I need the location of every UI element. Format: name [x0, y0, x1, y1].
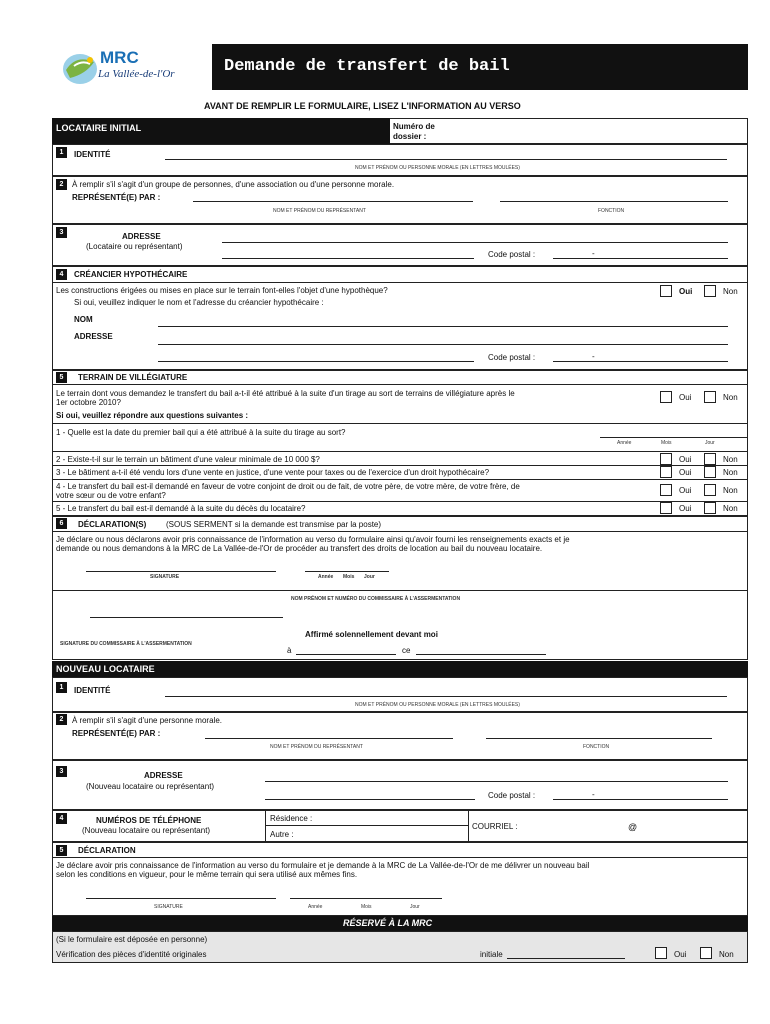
initial-representant-label: REPRÉSENTÉ(E) PAR : [72, 193, 161, 202]
courriel-at: @ [628, 822, 638, 832]
terrain-d3-non-label: Non [723, 468, 738, 477]
nouveau-declaration-text-2: selon les conditions en vigueur, pour le même terrain qui sera utilisé aux mêmes fins. [56, 870, 358, 879]
nouveau-declaration-text-1: Je déclare avoir pris connaissance de l'information au verso du formulaire et je demande à la MRC de La Vallée-de-l'Or de me délivrer un nouveau bail [56, 861, 590, 870]
creancier-postal-dash: - [592, 352, 595, 361]
nouveau-s4-number: 4 [56, 813, 67, 824]
dossier-label: Numéro de dossier : [393, 122, 435, 141]
affirme-ce-label: ce [402, 646, 411, 655]
form-subtitle: AVANT DE REMPLIR LE FORMULAIRE, LISEZ L'INFORMATION AU VERSO [204, 101, 521, 111]
initial-postal-label: Code postal : [488, 250, 536, 259]
initial-sig-annee: Année [318, 574, 334, 580]
terrain-d4-oui-checkbox[interactable] [660, 484, 672, 496]
creancier-non-label: Non [723, 287, 738, 296]
form-title-bar [212, 44, 748, 90]
initial-postal-field[interactable] [553, 258, 728, 259]
nouveau-identite-label: IDENTITÉ [74, 686, 111, 695]
nouveau-postal-field[interactable] [553, 799, 728, 800]
terrain-d3-oui-checkbox[interactable] [660, 466, 672, 478]
nouveau-representant-label: REPRÉSENTÉ(E) PAR : [72, 729, 161, 738]
reserve-line-2: Vérification des pièces d'identité originales [56, 950, 207, 959]
nouveau-adresse-field-2[interactable] [265, 799, 475, 800]
logo-mrc-text: MRC [100, 48, 139, 67]
autre-label: Autre : [270, 830, 294, 839]
nouveau-representant-fonction-caption: FONCTION [583, 744, 610, 750]
logo-subtitle: La Vallée-de-l'Or [98, 68, 175, 80]
reserve-line-1: (Si le formulaire est déposée en personne) [56, 935, 208, 944]
terrain-d1-mois: Mois [661, 440, 672, 446]
terrain-d1-date-field[interactable] [600, 437, 748, 438]
residence-label: Résidence : [270, 814, 313, 823]
creancier-nom-field[interactable] [158, 326, 728, 327]
nouveau-representant-name-caption: NOM ET PRÉNOM DU REPRÉSENTANT [270, 744, 363, 750]
affirme-lieu-field[interactable] [296, 654, 396, 655]
nouveau-s1-number: 1 [56, 682, 67, 693]
initial-signature-date-field[interactable] [305, 571, 389, 572]
creancier-oui-label: Oui [679, 287, 693, 296]
initial-identite-caption: NOM ET PRÉNOM OU PERSONNE MORALE (EN LETTRES MOULÉES) [355, 165, 520, 171]
nouveau-sig-mois: Mois [361, 904, 372, 910]
nouveau-adresse-sub: (Nouveau locataire ou représentant) [86, 782, 215, 791]
initial-s6-number: 6 [56, 518, 67, 529]
reserve-title: RÉSERVÉ À LA MRC [343, 918, 433, 928]
initial-adresse-field-1[interactable] [222, 242, 728, 243]
initial-representant-fonction-caption: FONCTION [598, 208, 625, 214]
divider [52, 465, 748, 466]
nouveau-signature-caption: SIGNATURE [154, 904, 183, 910]
terrain-d5: 5 - Le transfert du bail est-il demandé à la suite du décès du locataire? [56, 504, 306, 513]
terrain-q1-non-checkbox[interactable] [704, 391, 716, 403]
initial-creancier-question-2: Si oui, veuillez indiquer le nom et l'adresse du créancier hypothécaire : [74, 298, 324, 307]
divider [52, 282, 748, 283]
affirme-date-field[interactable] [416, 654, 546, 655]
nouveau-s3-number: 3 [56, 766, 67, 777]
nouveau-representant-fonction-field[interactable] [486, 738, 712, 739]
nouveau-section-header [52, 661, 748, 677]
divider [52, 857, 748, 858]
nouveau-postal-dash: - [592, 790, 595, 799]
nouveau-adresse-field-1[interactable] [265, 781, 728, 782]
nouveau-identite-field[interactable] [165, 696, 727, 697]
creancier-non-checkbox[interactable] [704, 285, 716, 297]
initial-declaration-text-1: Je déclare ou nous déclarons avoir pris connaissance de l'information au verso du formulaire ainsi qu'avoir fourni les renseignements exacts et je [56, 535, 570, 544]
reserve-non-label: Non [719, 950, 734, 959]
divider [52, 590, 748, 591]
nouveau-s2-text: À remplir s'il s'agit d'une personne morale. [72, 716, 222, 725]
terrain-d1-annee: Année [617, 440, 632, 446]
nouveau-s2-number: 2 [56, 714, 67, 725]
terrain-d4a: 4 - Le transfert du bail est-il demandé en faveur de votre conjoint de droit ou de fait, de votre père, de votre mère, de votre frère, de [56, 482, 520, 491]
reserve-header [52, 916, 748, 931]
terrain-d2-non-label: Non [723, 455, 738, 464]
initial-adresse-field-2[interactable] [222, 258, 474, 259]
initial-declaration-label-2: (SOUS SERMENT si la demande est transmise par la poste) [166, 520, 382, 529]
initial-s5-number: 5 [56, 372, 67, 383]
initial-signature-field[interactable] [86, 571, 276, 572]
initial-identite-box [52, 144, 748, 176]
terrain-d5-oui-checkbox[interactable] [660, 502, 672, 514]
affirme-label: Affirmé solennellement devant moi [305, 630, 438, 639]
initial-signature-caption: SIGNATURE [150, 574, 180, 580]
terrain-d5-non-checkbox[interactable] [704, 502, 716, 514]
terrain-d4-oui-label: Oui [679, 486, 692, 495]
terrain-d5-oui-label: Oui [679, 504, 692, 513]
nouveau-signature-field[interactable] [86, 898, 276, 899]
initial-creancier-label: CRÉANCIER HYPOTHÉCAIRE [74, 270, 188, 279]
terrain-q1-non-label: Non [723, 393, 738, 402]
divider [52, 501, 748, 502]
initial-s4-number: 4 [56, 269, 67, 280]
telephone-autre-cell[interactable] [265, 826, 468, 842]
commissaire-signature-caption: SIGNATURE DU COMMISSAIRE À L'ASSERMENTATION [60, 641, 192, 647]
initial-creancier-question: Les constructions érigées ou mises en place sur le terrain font-elles l'objet d'une hypothèque? [56, 286, 388, 295]
creancier-adresse-field-2[interactable] [158, 361, 474, 362]
initial-identite-field[interactable] [165, 159, 727, 160]
form-title: Demande de transfert de bail [224, 57, 510, 76]
creancier-adresse-field-1[interactable] [158, 344, 728, 345]
reserve-oui-checkbox[interactable] [655, 947, 667, 959]
initial-postal-dash: - [592, 249, 595, 258]
nouveau-representant-name-field[interactable] [205, 738, 453, 739]
terrain-d4b: votre sœur ou de votre enfant? [56, 491, 166, 500]
divider [52, 531, 748, 532]
nouveau-declaration-label: DÉCLARATION [78, 846, 136, 855]
affirme-a-label: à [287, 646, 292, 655]
initial-sig-jour: Jour [364, 574, 375, 580]
courriel-label: COURRIEL : [472, 822, 518, 831]
reserve-oui-label: Oui [674, 950, 687, 959]
divider [52, 384, 748, 385]
reserve-initiale-field[interactable] [507, 958, 625, 959]
initial-section-header [52, 118, 390, 144]
divider [52, 423, 748, 424]
creancier-nom-label: NOM [74, 315, 93, 324]
nouveau-telephone-sub: (Nouveau locataire ou représentant) [82, 826, 211, 835]
terrain-d1-jour: Jour [705, 440, 715, 446]
terrain-q1b: 1er octobre 2010? [56, 398, 121, 407]
reserve-initiale-label: initiale [480, 950, 503, 959]
initial-declaration-text-2: demande ou nous demandons à la MRC de La Vallée-de-l'Or de procéder au transfert des droits de location au bail du nouveau locataire. [56, 544, 543, 553]
divider [52, 451, 748, 452]
divider [52, 479, 748, 480]
initial-section-title: LOCATAIRE INITIAL [56, 123, 142, 133]
initial-terrain-label: TERRAIN DE VILLÉGIATURE [78, 373, 188, 382]
nouveau-sig-jour: Jour [410, 904, 420, 910]
terrain-d5-non-label: Non [723, 504, 738, 513]
terrain-d3: 3 - Le bâtiment a-t-il été vendu lors d'une vente en justice, d'une vente pour taxes ou de l'exercice d'un droit hypothécaire? [56, 468, 490, 477]
initial-identite-label: IDENTITÉ [74, 150, 111, 159]
terrain-d2: 2 - Existe-t-il sur le terrain un bâtiment d'une valeur minimale de 10 000 $? [56, 455, 320, 464]
creancier-postal-label: Code postal : [488, 353, 536, 362]
creancier-postal-field[interactable] [553, 361, 728, 362]
creancier-adresse-label: ADRESSE [74, 332, 113, 341]
nouveau-s5-number: 5 [56, 845, 67, 856]
initial-s1-number: 1 [56, 147, 67, 158]
initial-sig-mois: Mois [343, 574, 355, 580]
initial-adresse-label: ADRESSE [122, 232, 161, 241]
nouveau-section-title: NOUVEAU LOCATAIRE [56, 664, 155, 674]
terrain-d3-non-checkbox[interactable] [704, 466, 716, 478]
terrain-d3-oui-label: Oui [679, 468, 692, 477]
terrain-q1-oui-checkbox[interactable] [660, 391, 672, 403]
terrain-if-yes: Si oui, veuillez répondre aux questions suivantes : [56, 411, 249, 420]
commissaire-signature-field[interactable] [90, 617, 283, 618]
initial-representant-fonction-field[interactable] [500, 201, 728, 202]
initial-representant-name-field[interactable] [193, 201, 473, 202]
reserve-non-checkbox[interactable] [700, 947, 712, 959]
mrc-logo [60, 48, 205, 90]
creancier-oui-checkbox[interactable] [660, 285, 672, 297]
nouveau-signature-date-field[interactable] [290, 898, 442, 899]
terrain-d2-non-checkbox[interactable] [704, 453, 716, 465]
nouveau-sig-annee: Année [308, 904, 323, 910]
terrain-q1-oui-label: Oui [679, 393, 692, 402]
terrain-q1: Le terrain dont vous demandez le transfert du bail a-t-il été attribué à la suite d'un tirage au sort de terrains de villégiature après le [56, 389, 515, 398]
terrain-d4-non-label: Non [723, 486, 738, 495]
nouveau-identite-caption: NOM ET PRÉNOM OU PERSONNE MORALE (EN LETTRES MOULÉES) [355, 702, 520, 708]
initial-s2-number: 2 [56, 179, 67, 190]
initial-s3-number: 3 [56, 227, 67, 238]
terrain-d2-oui-checkbox[interactable] [660, 453, 672, 465]
nouveau-adresse-label: ADRESSE [144, 771, 183, 780]
initial-representant-name-caption: NOM ET PRÉNOM DU REPRÉSENTANT [273, 208, 366, 214]
terrain-d4-non-checkbox[interactable] [704, 484, 716, 496]
nouveau-postal-label: Code postal : [488, 791, 536, 800]
initial-s2-text: À remplir s'il s'agit d'un groupe de personnes, d'une association ou d'une personne morale. [72, 180, 395, 189]
terrain-d1: 1 - Quelle est la date du premier bail qui a été attribué à la suite du tirage au sort? [56, 428, 346, 437]
initial-adresse-sub: (Locataire ou représentant) [86, 242, 183, 251]
commissaire-caption: NOM PRÉNOM ET NUMÉRO DU COMMISSAIRE À L'ASSERMENTATION [291, 596, 461, 602]
nouveau-telephone-label: NUMÉROS DE TÉLÉPHONE [96, 816, 202, 825]
initial-declaration-label: DÉCLARATION(S) [78, 520, 147, 529]
terrain-d2-oui-label: Oui [679, 455, 692, 464]
